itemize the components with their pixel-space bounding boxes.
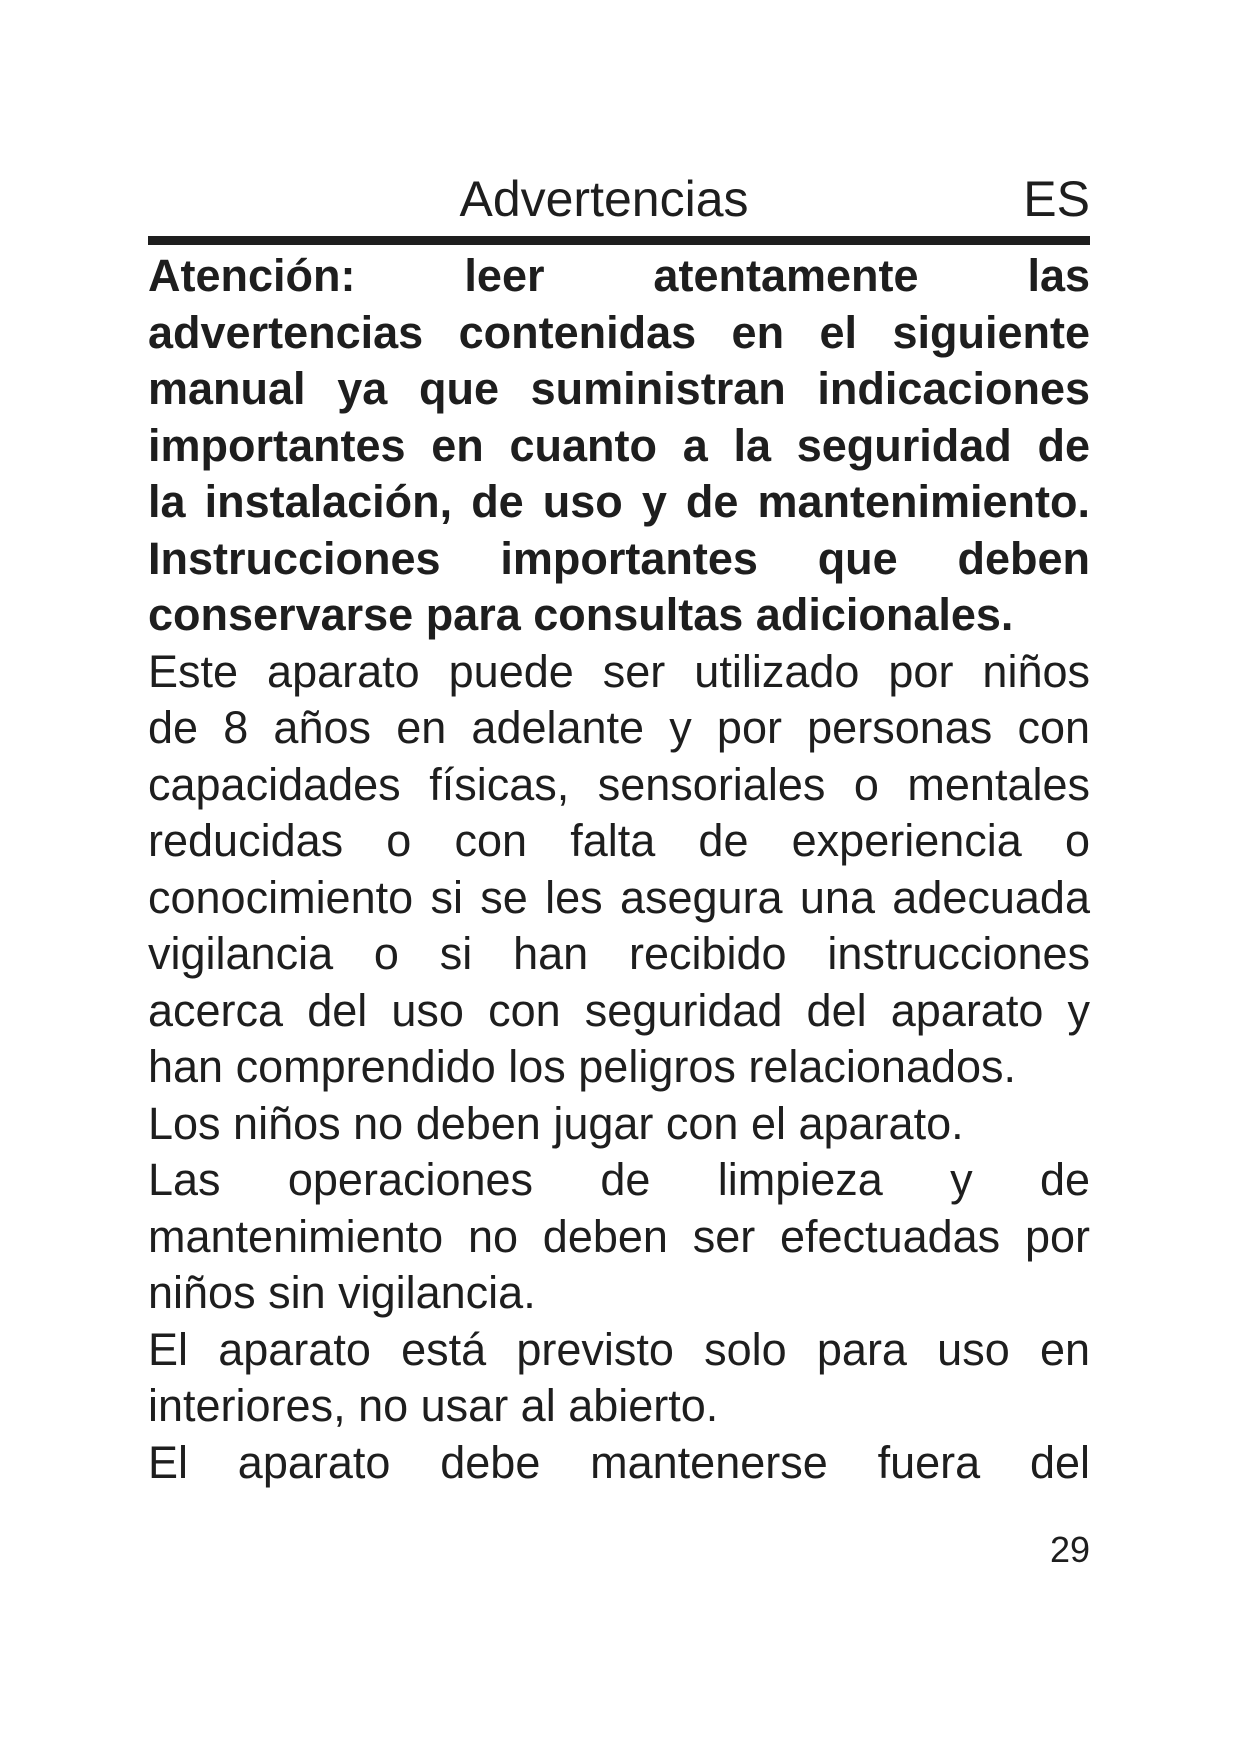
- text-line: niños sin vigilancia.: [148, 1267, 536, 1318]
- text-line: Instrucciones importantes que deben: [148, 532, 1090, 584]
- header-divider: [148, 236, 1090, 245]
- text-line: Las operaciones de limpieza y de: [148, 1154, 1090, 1205]
- text-line: capacidades físicas, sensoriales o mentales: [148, 758, 1090, 810]
- text-line: importantes en cuanto a la seguridad de: [148, 419, 1090, 471]
- text-line: manual ya que suministran indicaciones: [148, 363, 1090, 414]
- text-line: El aparato está previsto solo para uso en: [148, 1323, 1090, 1375]
- text-line: advertencias contenidas en el siguiente: [148, 306, 1090, 358]
- text-line: Los niños no deben jugar con el aparato.: [148, 1097, 964, 1149]
- section-title: Advertencias: [459, 171, 749, 227]
- manual-page: [148, 168, 1090, 1570]
- text-line: la instalación, de uso y de mantenimiento.: [148, 476, 1090, 527]
- page-header: [148, 168, 1090, 234]
- text-line: reducidas o con falta de experiencia o: [148, 815, 1090, 866]
- text-line: interiores, no usar al abierto.: [148, 1380, 719, 1431]
- text-line: Atención: leer atentamente las: [148, 250, 1090, 301]
- text-line: vigilancia o si han recibido instrucciones: [148, 928, 1090, 979]
- text-line: acerca del uso con seguridad del aparato y: [148, 984, 1090, 1036]
- language-code: ES: [1023, 171, 1090, 227]
- text-line: mantenimiento no deben ser efectuadas por: [148, 1210, 1090, 1262]
- body-text: [148, 248, 1090, 1491]
- page-number: 29: [1049, 1529, 1090, 1570]
- text-line: El aparato debe mantenerse fuera del: [148, 1436, 1090, 1488]
- text-line: conocimiento si se les asegura una adecuada: [148, 871, 1090, 923]
- text-line: Este aparato puede ser utilizado por niños: [148, 645, 1090, 697]
- text-line: de 8 años en adelante y por personas con: [148, 702, 1090, 753]
- text-line: han comprendido los peligros relacionados.: [148, 1041, 1017, 1092]
- text-line: conservarse para consultas adicionales.: [148, 589, 1014, 640]
